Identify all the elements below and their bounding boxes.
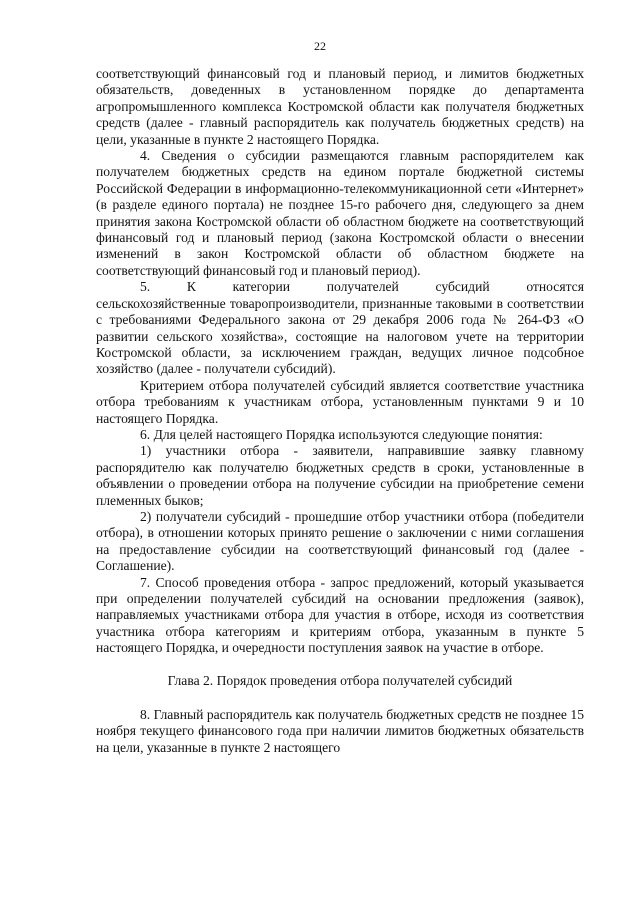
paragraph-6-item-2: 2) получатели субсидий - прошедшие отбор участники отбора (победители отбора), в отношении которых принято решение о заключении с ними соглашения на предоставление субсидии на соответствующий финансовый год (далее - Соглашение). [96, 508, 584, 574]
page-number: 22 [314, 39, 326, 53]
paragraph-7: 7. Способ проведения отбора - запрос предложений, который указывается при определении получателей субсидий на основании предложения (заявок), направляемых участниками отбора для участия в отборе, исходя из соответствия участника отбора категориям и критериям отбора, указанным в пункте 5 настоящего Порядка, и очередности поступления заявок на участие в отборе. [96, 574, 584, 656]
p5-word: категории [232, 279, 291, 295]
p5-word: К [186, 279, 196, 295]
paragraph-criterion: Критерием отбора получателей субсидий является соответствие участника отбора требованиям к участникам отбора, установленным пунктами 9 и 10 настоящего Порядка. [96, 377, 584, 426]
paragraph-5-body: сельскохозяйственные товаропроизводители, признанные таковыми в соответствии с требованиями Федерального закона от 29 декабря 2006 года № 264-ФЗ «О развитии сельского хозяйства», состоящие на налоговом учете на территории Костромской области, за исключением граждан, ведущих личное подсобное хозяйство (далее - получатели субсидий). [96, 295, 584, 377]
paragraph-continuation: соответствующий финансовый год и плановый период, и лимитов бюджетных обязательств, доведенных в установленном порядке до департамента агропромышленного комплекса Костромской области как получателя бюджетных средств (далее - главный распорядитель как получатель бюджетных средств) на цели, указанные в пункте 2 настоящего Порядка. [96, 66, 584, 147]
document-body [96, 66, 584, 756]
p5-word: относятся [526, 279, 584, 295]
paragraph-4: 4. Сведения о субсидии размещаются главным распорядителем как получателем бюджетных средств на едином портале бюджетной системы Российской Федерации в информационно-телекоммуникационной сети «Интернет» (в разделе единого портала) не позднее 15-го рабочего дня, следующего за днем принятия закона Костромской области об областном бюджете на соответствующий финансовый год и плановый период (закона Костромской области о внесении изменений в закон Костромской области об областном бюджете на соответствующий финансовый год и плановый период). [96, 148, 584, 278]
chapter-heading: Глава 2. Порядок проведения отбора получателей субсидий [167, 672, 513, 688]
p5-word: 5. [140, 279, 151, 295]
paragraph-6-item-1: 1) участники отбора - заявители, направившие заявку главному распорядителю как получателю бюджетных средств в сроки, установленные в объявлении о проведении отбора на получение субсидии на приобретение семени племенных быков; [96, 443, 584, 508]
paragraph-8: 8. Главный распорядитель как получатель бюджетных средств не позднее 15 ноября текущего финансового года при наличии лимитов бюджетных обязательств на цели, указанные в пункте 2 настоящего [96, 707, 584, 755]
p5-word: получателей [326, 279, 399, 295]
paragraph-6: 6. Для целей настоящего Порядка используются следующие понятия: [140, 426, 543, 442]
p5-word: субсидий [435, 279, 490, 295]
paragraph-5-first-line [96, 279, 584, 295]
